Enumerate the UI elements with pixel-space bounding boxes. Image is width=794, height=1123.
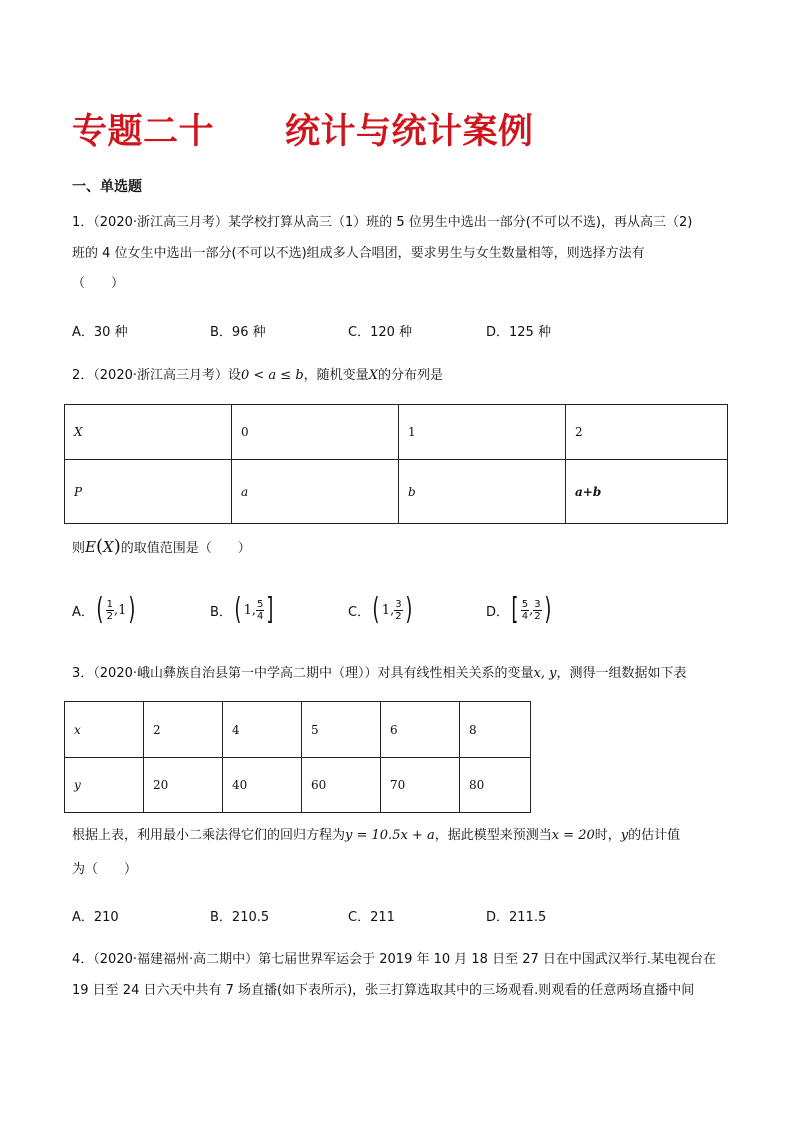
denominator: 4	[257, 610, 264, 622]
table-cell: 60	[302, 758, 381, 813]
table-cell: b	[399, 460, 566, 524]
q2-expectation: E	[85, 538, 96, 556]
table-cell: a+b	[566, 460, 728, 524]
table-row	[65, 460, 728, 524]
q3-option-b: B．210.5	[210, 910, 270, 925]
open-bracket: (	[96, 592, 104, 627]
q2-stem-mid: ，随机变量	[303, 368, 369, 383]
fraction	[256, 599, 264, 622]
table-cell: a	[232, 460, 399, 524]
option-label: C．	[348, 604, 371, 620]
table-cell: 5	[302, 702, 381, 758]
table-cell: 0	[232, 405, 399, 460]
table-cell: 80	[460, 758, 531, 813]
denominator: 2	[534, 610, 541, 622]
q3-line2-prefix: 根据上表，利用最小二乘法得它们的回归方程为	[72, 828, 346, 843]
option-label: B．	[210, 604, 232, 620]
q2-expectation-var: X	[103, 538, 114, 556]
close-bracket: )	[543, 592, 551, 627]
q3-equation: y = 10.5x + a	[345, 828, 435, 843]
q3-variables: x, y	[533, 666, 557, 681]
q2-variable: X	[368, 368, 378, 383]
table-cell: 70	[381, 758, 460, 813]
q2-ask-suffix: 的取值范围是（ ）	[120, 541, 251, 556]
q1-option-c: C．120 种	[348, 325, 413, 340]
numerator: 3	[395, 598, 402, 610]
table-row	[65, 702, 531, 758]
q3-line2-mid: ，据此模型来预测当	[434, 828, 552, 843]
option-label: D．	[486, 604, 510, 620]
table-cell: 20	[144, 758, 223, 813]
table-cell: 6	[381, 702, 460, 758]
q2-stem-prefix: 2．（2020·浙江高三月考）设	[72, 368, 241, 383]
q1-option-a: A．30 种	[72, 325, 128, 340]
q2-option-c	[348, 592, 414, 627]
fraction	[394, 599, 402, 622]
q1-line3: （ ）	[72, 276, 125, 291]
option-lead: 1,	[381, 602, 395, 618]
q2-question: 则E(X)的取值范围是（ ）	[72, 536, 251, 557]
q2-condition: 0 < a ≤ b	[241, 368, 304, 383]
close-bracket: )	[404, 592, 412, 627]
table-cell: 8	[460, 702, 531, 758]
open-bracket: (	[372, 592, 380, 627]
q3-condition: x = 20	[551, 828, 595, 843]
q3-line3: 为（ ）	[72, 862, 138, 877]
q3-stem-suffix: ，测得一组数据如下表	[556, 666, 687, 681]
table-cell: 2	[566, 405, 728, 460]
table-cell: y	[65, 758, 144, 813]
q2-option-d	[486, 592, 553, 627]
table-cell: 2	[144, 702, 223, 758]
q3-option-d: D．211.5	[486, 910, 547, 925]
numerator: 1	[106, 598, 113, 610]
table-cell: 4	[223, 702, 302, 758]
q3-line2-suffix: 的估计值	[628, 828, 681, 843]
table-cell: X	[65, 405, 232, 460]
q3-line2	[72, 826, 680, 846]
section-heading: 一、单选题	[72, 179, 142, 195]
denominator: 2	[106, 610, 113, 622]
numerator: 5	[521, 598, 529, 610]
table-cell: P	[65, 460, 232, 524]
q2-stem-suffix: 的分布列是	[377, 368, 443, 383]
q1-line2: 班的 4 位女生中选出一部分(不可以不选)组成多人合唱团，要求男生与女生数量相等，则选择方法有	[72, 246, 645, 261]
q2-distribution-table	[64, 404, 728, 524]
fraction	[106, 599, 114, 622]
fraction	[533, 599, 541, 622]
q4-line2: 19 日至 24 日六天中共有 7 场直播(如下表所示)，张三打算选取其中的三场观看.则观看的任意两场直播中间	[72, 983, 695, 998]
separator: ,	[529, 602, 534, 618]
q2-option-a	[72, 592, 138, 627]
q3-option-c: C．211	[348, 910, 395, 925]
page-title: 专题二十 统计与统计案例	[72, 112, 534, 152]
close-bracket: ]	[266, 592, 274, 627]
denominator: 2	[395, 610, 402, 622]
q4-line1: 4．（2020·福建福州·高二期中）第七届世界军运会于 2019 年 10 月 18 日至 27 日在中国武汉举行.某电视台在	[72, 952, 717, 967]
table-cell: x	[65, 702, 144, 758]
numerator: 3	[534, 598, 541, 610]
close-bracket: )	[128, 592, 136, 627]
q1-option-b: B．96 种	[210, 325, 266, 340]
q3-var-y: y	[620, 828, 629, 843]
q3-option-a: A．210	[72, 910, 119, 925]
q2-stem	[72, 366, 443, 386]
denominator: 4	[521, 610, 529, 622]
q3-stem-prefix: 3．（2020·峨山彝族自治县第一中学高二期中（理））对具有线性相关关系的变量	[72, 666, 534, 681]
option-lead: 1,	[243, 602, 257, 618]
table-cell: 1	[399, 405, 566, 460]
q3-stem	[72, 664, 686, 684]
table-row	[65, 758, 531, 813]
open-bracket: (	[234, 592, 242, 627]
option-rest: ,1	[114, 602, 127, 618]
option-label: A．	[72, 604, 94, 620]
q2-ask-prefix: 则	[72, 541, 86, 556]
table-cell: 40	[223, 758, 302, 813]
numerator: 5	[257, 598, 264, 610]
table-row	[65, 405, 728, 460]
fraction	[521, 599, 529, 622]
q1-option-d: D．125 种	[486, 325, 551, 340]
q2-option-b	[210, 592, 276, 627]
open-bracket: [	[511, 592, 519, 627]
q3-data-table	[64, 701, 531, 813]
q3-line2-mid2: 时，	[594, 828, 621, 843]
q1-line1: 1．（2020·浙江高三月考）某学校打算从高三（1）班的 5 位男生中选出一部分(不可以不选)，再从高三（2)	[72, 215, 693, 230]
